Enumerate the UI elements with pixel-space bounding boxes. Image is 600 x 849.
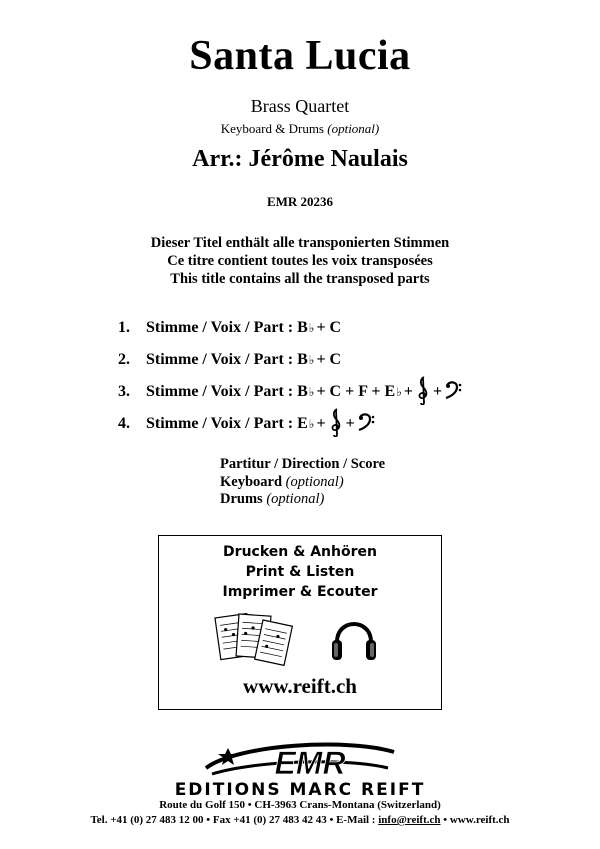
instrumentation-optional: (optional) bbox=[327, 121, 380, 136]
arranger: Arr.: Jérôme Naulais bbox=[192, 146, 408, 172]
promo-line: Drucken & Anhören bbox=[223, 544, 377, 560]
contact-phone-fax: Tel. +41 (0) 27 483 12 00 • Fax +41 (0) 27 483 42 43 • E-Mail : bbox=[90, 814, 379, 826]
part-row: 1. Stimme / Voix / Part : B ♭ + C bbox=[118, 319, 342, 336]
part-label: Stimme / Voix / Part : bbox=[146, 415, 294, 432]
bass-clef-icon bbox=[357, 412, 375, 437]
promo-icons bbox=[211, 608, 391, 670]
publisher-contact bbox=[0, 814, 600, 826]
part-key: + bbox=[433, 383, 443, 400]
bass-clef-icon bbox=[444, 380, 462, 405]
treble-clef-icon bbox=[328, 407, 344, 442]
flat-icon: ♭ bbox=[308, 320, 315, 335]
promo-line: Print & Listen bbox=[245, 564, 355, 580]
promo-url[interactable]: www.reift.ch bbox=[243, 674, 357, 698]
contains-notice bbox=[0, 234, 600, 288]
extras-label: Drums bbox=[220, 491, 263, 507]
sheet-music-icon bbox=[215, 614, 292, 666]
part-key: + bbox=[316, 415, 326, 432]
instrumentation bbox=[0, 121, 600, 137]
emr-logo bbox=[198, 738, 402, 786]
extras-note: (optional) bbox=[285, 473, 344, 490]
extras-label: Keyboard bbox=[220, 473, 283, 490]
extras-note: (optional) bbox=[266, 491, 325, 507]
promo-line: Imprimer & Ecouter bbox=[222, 584, 378, 600]
headphones-icon bbox=[332, 624, 376, 660]
part-label: Stimme / Voix / Part : bbox=[146, 319, 294, 336]
contact-email-link[interactable]: info@reift.ch bbox=[378, 814, 441, 826]
parts-list bbox=[118, 312, 464, 440]
part-label: Stimme / Voix / Part : bbox=[146, 383, 294, 400]
part-key: + bbox=[403, 383, 413, 400]
title: Santa Lucia bbox=[189, 33, 411, 79]
extras-item bbox=[220, 474, 385, 492]
flat-icon: ♭ bbox=[396, 384, 402, 399]
flat-icon: ♭ bbox=[308, 416, 315, 431]
part-number: 1. bbox=[118, 319, 130, 336]
treble-clef-icon bbox=[415, 375, 431, 410]
subtitle: Brass Quartet bbox=[250, 96, 350, 116]
part-row: 2. Stimme / Voix / Part : B ♭ + C bbox=[118, 351, 342, 368]
extras-item bbox=[220, 456, 385, 474]
publisher-name: EDITIONS MARC REIFT bbox=[174, 780, 426, 800]
part-key: + bbox=[345, 415, 355, 432]
extras-label: Partitur / Direction / Score bbox=[220, 456, 386, 472]
promo-box bbox=[158, 535, 442, 710]
part-row bbox=[118, 376, 464, 408]
flat-icon: ♭ bbox=[308, 352, 315, 367]
contains-line-fr: Ce titre contient toutes les voix transposées bbox=[167, 253, 433, 269]
catalog-number: EMR 20236 bbox=[266, 194, 334, 209]
logo-text: EMR bbox=[274, 745, 346, 781]
extras-item bbox=[220, 491, 385, 509]
contains-line-de: Dieser Titel enthält alle transponierten Stimmen bbox=[150, 235, 450, 251]
part-row bbox=[118, 408, 464, 440]
part-key: + C + F + E bbox=[316, 383, 396, 400]
part-key: E bbox=[297, 415, 308, 432]
instrumentation-text: Keyboard & Drums bbox=[220, 121, 324, 136]
part-key: B bbox=[297, 383, 308, 400]
part-number: 3. bbox=[118, 383, 130, 400]
promo-lines bbox=[159, 542, 441, 602]
contains-line-en: This title contains all the transposed parts bbox=[170, 271, 430, 287]
extras-list bbox=[220, 456, 385, 509]
flat-icon: ♭ bbox=[308, 384, 315, 399]
contact-website: • www.reift.ch bbox=[440, 814, 510, 826]
publisher-address: Route du Golf 150 • CH-3963 Crans-Montana (Switzerland) bbox=[159, 799, 441, 811]
part-label: Stimme / Voix / Part : bbox=[146, 351, 294, 368]
part-number: 2. bbox=[118, 351, 130, 368]
part-number: 4. bbox=[118, 415, 130, 432]
